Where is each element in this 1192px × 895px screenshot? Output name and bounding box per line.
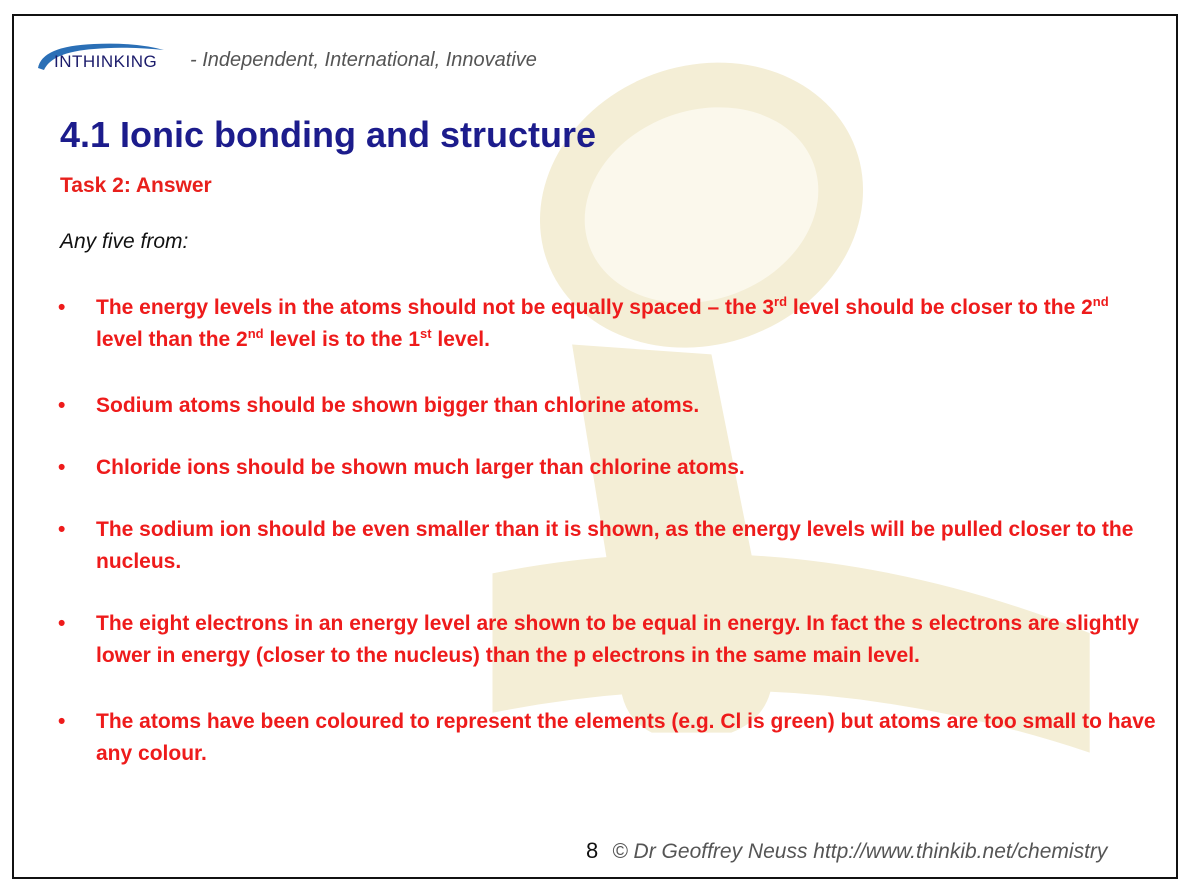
ordinal-suffix: nd	[1092, 294, 1109, 309]
answer-text: level than the 2	[96, 328, 248, 351]
answer-text: The energy levels in the atoms should not be equally spaced – the 3	[96, 296, 775, 319]
inthinking-logo	[34, 40, 184, 76]
ordinal-suffix: rd	[774, 294, 788, 309]
header	[34, 40, 537, 76]
answer-text: The atoms have been coloured to represent the elements (e.g. Cl is green) but atoms are too small to have any colour.	[96, 710, 1156, 765]
answer-item	[58, 292, 1158, 356]
bullet-icon: •	[58, 612, 66, 635]
bullet-icon: •	[58, 456, 66, 479]
answer-item	[58, 452, 1158, 484]
bullet-icon: •	[58, 394, 66, 417]
answer-text: Sodium atoms should be shown bigger than chlorine atoms.	[96, 394, 700, 417]
answer-text: The sodium ion should be even smaller than it is shown, as the energy levels will be pulled closer to the nucleus.	[96, 518, 1134, 573]
task-subtitle: Task 2: Answer	[60, 174, 212, 197]
answer-text: level is to the 1	[263, 328, 421, 351]
ordinal-suffix: st	[420, 326, 432, 341]
answer-text: level should be closer to the 2	[787, 296, 1093, 319]
tagline: - Independent, International, Innovative	[190, 48, 537, 71]
ordinal-suffix: nd	[247, 326, 264, 341]
bullet-icon: •	[58, 710, 66, 733]
slide-frame	[12, 14, 1178, 879]
intro-text: Any five from:	[60, 230, 189, 253]
logo-text: INTHINKING	[54, 52, 158, 71]
bullet-icon: •	[58, 296, 66, 319]
answer-text: level.	[431, 328, 490, 351]
copyright-text: © Dr Geoffrey Neuss http://www.thinkib.net/chemistry	[612, 840, 1108, 863]
answer-item	[58, 390, 1158, 422]
answer-item	[58, 514, 1158, 578]
answer-text: The eight electrons in an energy level are shown to be equal in energy. In fact the s electrons are slightly lower in energy (closer to the nucleus) than the p electrons in the same main level.	[96, 612, 1139, 667]
answer-item	[58, 706, 1158, 770]
answer-item	[58, 608, 1158, 672]
bullet-icon: •	[58, 518, 66, 541]
page-number: 8	[586, 838, 599, 863]
page-title: 4.1 Ionic bonding and structure	[60, 114, 597, 155]
footer	[586, 838, 1107, 864]
answer-list	[58, 292, 1158, 770]
answer-text: Chloride ions should be shown much larger than chlorine atoms.	[96, 456, 745, 479]
